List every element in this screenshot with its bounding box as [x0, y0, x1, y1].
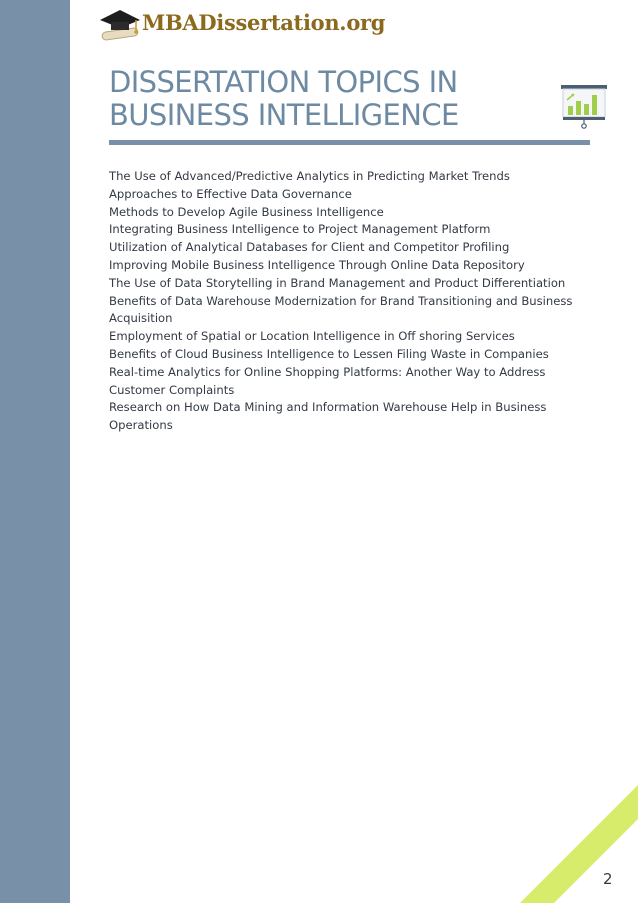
title-line-1: DISSERTATION TOPICS IN [109, 65, 458, 99]
list-item: Benefits of Data Warehouse Modernization for Brand Transitioning and Business Acquisition [109, 293, 573, 326]
list-item: Benefits of Cloud Business Intelligence to Lessen Filing Waste in Companies [109, 346, 549, 361]
list-item: Utilization of Analytical Databases for Client and Competitor Profiling [109, 240, 510, 255]
list-item: Employment of Spatial or Location Intelligence in Off shoring Services [109, 329, 515, 344]
site-logo[interactable] [98, 4, 398, 46]
list-item: Methods to Develop Agile Business Intelligence [109, 204, 384, 219]
corner-stripe-decoration [520, 785, 638, 903]
list-item: Approaches to Effective Data Governance [109, 186, 352, 201]
graduation-cap-diploma-icon [98, 4, 144, 46]
list-item: The Use of Data Storytelling in Brand Management and Product Differentiation [109, 275, 566, 290]
list-item: The Use of Advanced/Predictive Analytics in Predicting Market Trends [109, 169, 510, 183]
list-item: Research on How Data Mining and Information Warehouse Help in Business Operations [109, 400, 547, 433]
logo-text: MBADissertation.org [142, 10, 386, 35]
list-item: Integrating Business Intelligence to Project Management Platform [109, 222, 491, 237]
title-line-2: BUSINESS INTELLIGENCE [109, 98, 459, 132]
list-item: Improving Mobile Business Intelligence Through Online Data Repository [109, 257, 525, 272]
page-number: 2 [603, 870, 613, 888]
list-item: Real-time Analytics for Online Shopping Platforms: Another Way to Address Customer Complaints [109, 364, 546, 397]
presentation-chart-icon [560, 84, 608, 130]
page-title [109, 66, 529, 132]
title-underline [109, 140, 590, 145]
left-side-bar [0, 0, 70, 903]
topic-list [109, 168, 584, 435]
